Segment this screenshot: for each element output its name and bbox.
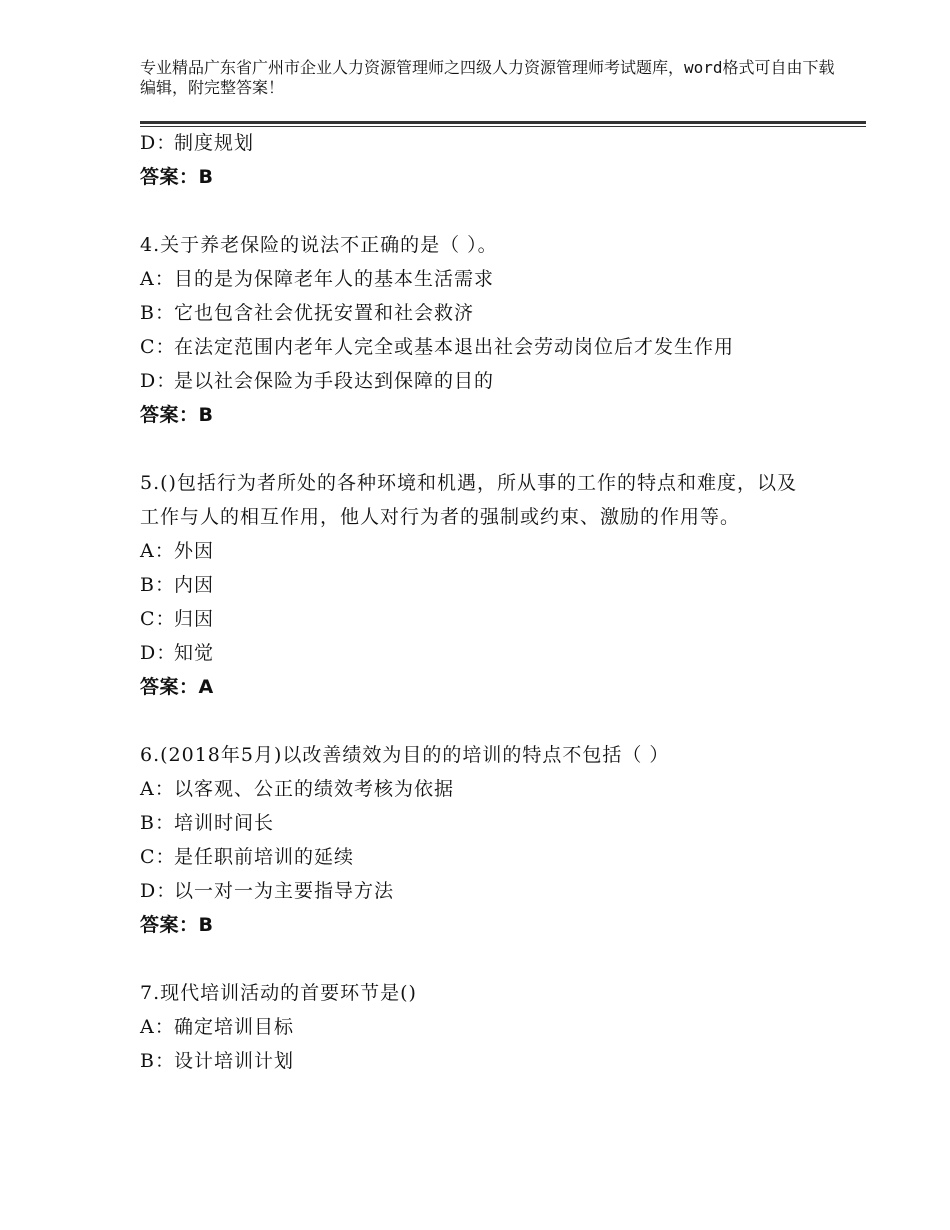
option-b: B：它也包含社会优抚安置和社会救济 (140, 302, 475, 324)
question-5: 5.()包括行为者所处的各种环境和机遇，所从事的工作的特点和难度，以及工作与人的相互作用，他人对行为者的强制或约束、激励的作用等。 (140, 472, 797, 528)
option-b: B：内因 (140, 574, 215, 596)
option-d: D：制度规划 (140, 132, 255, 154)
option-c: C：是任职前培训的延续 (140, 846, 355, 868)
option-a: A：以客观、公正的绩效考核为依据 (140, 778, 455, 800)
option-d: D：是以社会保险为手段达到保障的目的 (140, 370, 495, 392)
header-rule-thick (140, 121, 866, 124)
question-list (140, 126, 800, 1078)
question-7: 7.现代培训活动的首要环节是() (140, 982, 417, 1004)
option-b: B：培训时间长 (140, 812, 275, 834)
option-d: D：知觉 (140, 642, 215, 664)
option-b: B：设计培训计划 (140, 1050, 295, 1072)
spacer (140, 942, 800, 976)
question-4: 4.关于养老保险的说法不正确的是（ ）。 (140, 234, 498, 256)
option-a: A：确定培训目标 (140, 1016, 295, 1038)
answer-line: 答案：B (140, 166, 214, 188)
answer-line: 答案：A (140, 676, 214, 698)
document-header: 专业精品广东省广州市企业人力资源管理师之四级人力资源管理师考试题库，word格式可自由下载编辑，附完整答案！ (140, 58, 835, 97)
question-6: 6.(2018年5月)以改善绩效为目的的培训的特点不包括（ ） (140, 744, 670, 766)
option-a: A：外因 (140, 540, 215, 562)
option-d: D：以一对一为主要指导方法 (140, 880, 395, 902)
spacer (140, 432, 800, 466)
answer-line: 答案：B (140, 404, 214, 426)
spacer (140, 704, 800, 738)
option-a: A：目的是为保障老年人的基本生活需求 (140, 268, 495, 290)
answer-line: 答案：B (140, 914, 214, 936)
spacer (140, 194, 800, 228)
option-c: C：归因 (140, 608, 215, 630)
option-c: C：在法定范围内老年人完全或基本退出社会劳动岗位后才发生作用 (140, 336, 735, 358)
